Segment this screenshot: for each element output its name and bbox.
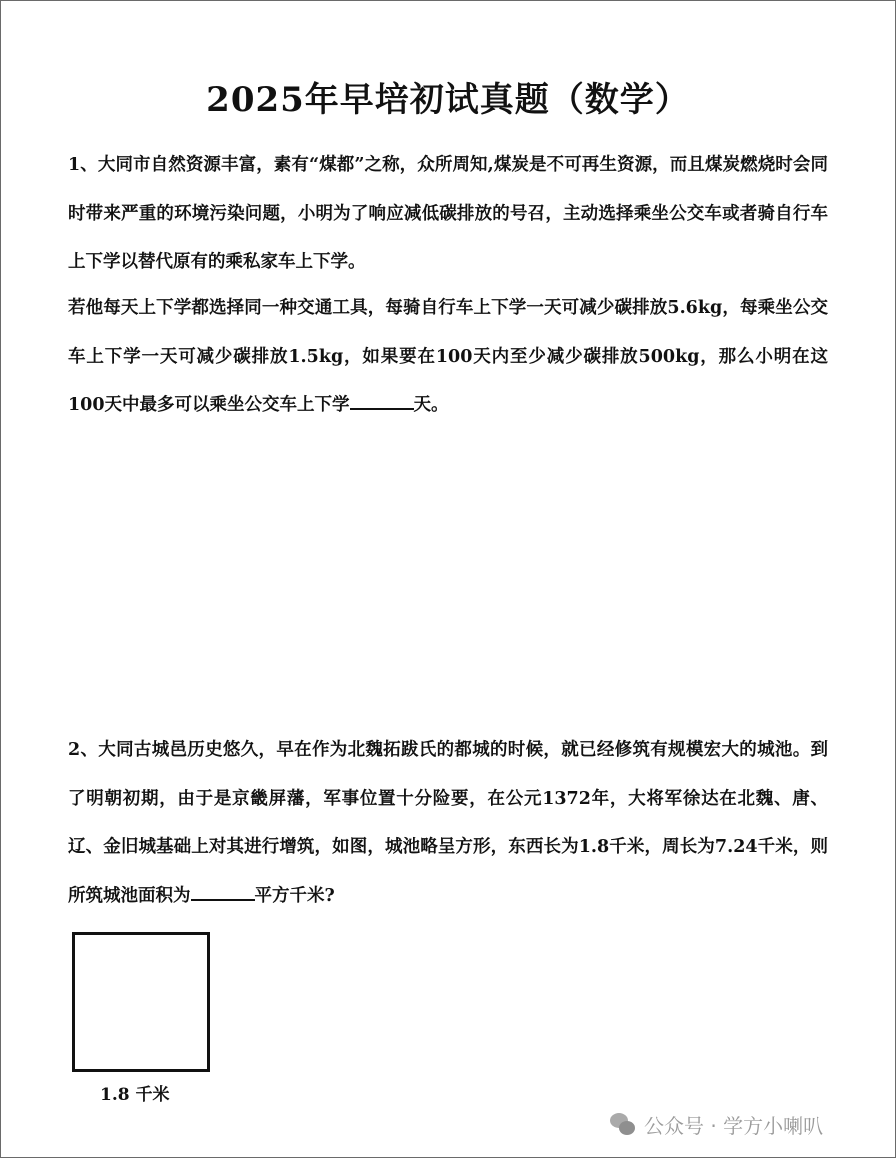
question-text-suffix: 天。 — [413, 395, 449, 415]
city-square-figure — [72, 932, 210, 1072]
wechat-icon — [610, 1113, 636, 1137]
watermark — [610, 1110, 823, 1139]
question-text: 若他每天上下学都选择同一种交通工具，每骑自行车上下学一天可减少碳排放5.6kg，每乘坐公交车上下学一天可减少碳排放1.5kg，如果要在100天内至少减少碳排放500kg，那么小明在这100天中最多可以乘坐公交车上下学 — [68, 298, 828, 415]
question-number: 2、 — [68, 740, 99, 760]
page-title: 2025年早培初试真题（数学） — [206, 80, 690, 120]
question-1-paragraph-2 — [68, 284, 828, 430]
answer-blank[interactable] — [191, 883, 255, 901]
answer-blank[interactable] — [350, 392, 414, 410]
question-text-suffix: 平方千米? — [254, 885, 335, 906]
question-2-paragraph — [68, 726, 828, 920]
figure-label: 1.8 千米 — [100, 1085, 170, 1105]
question-text: 大同市自然资源丰富，素有“煤都”之称，众所周知,煤炭是不可再生资源，而且煤炭燃烧时会同时带来严重的环境污染问题，小明为了响应减低碳排放的号召，主动选择乘坐公交车或者骑自行车上下学以替代原有的乘私家车上下学。 — [68, 155, 828, 272]
watermark-text: 公众号 · 学方小喇叭 — [644, 1114, 824, 1138]
question-number: 1、 — [68, 155, 98, 175]
question-text: 大同古城邑历史悠久，早在作为北魏拓跋氏的都城的时候，就已经修筑有规模宏大的城池。到了明朝初期，由于是京畿屏藩，军事位置十分险要，在公元1372年，大将军徐达在北魏、唐、辽、金旧城基础上对其进行增筑，如图，城池略呈方形，东西长为1.8千米，周长为7.24千米，则所筑城池面积为 — [68, 740, 828, 906]
question-1-paragraph-1 — [68, 141, 828, 287]
